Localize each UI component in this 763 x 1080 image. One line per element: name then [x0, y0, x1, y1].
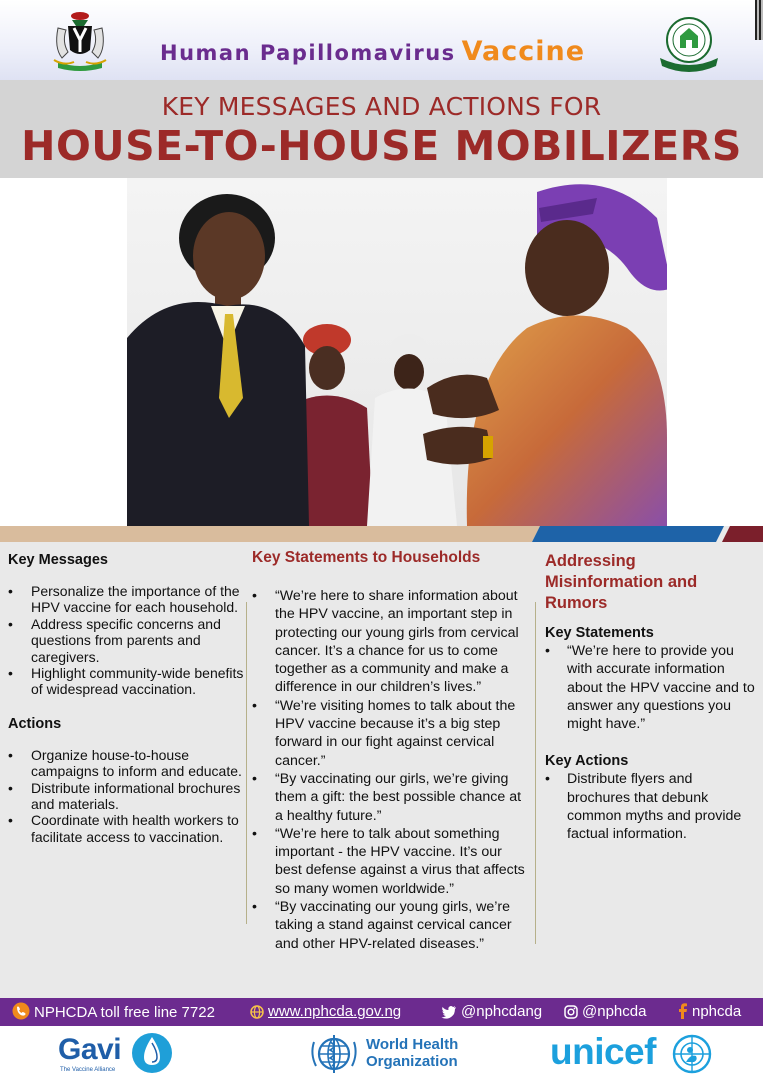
key-messages-column [8, 552, 244, 845]
header-title-primary: Human Papillomavirus [160, 41, 456, 65]
facebook-icon [678, 1003, 688, 1019]
who-line: World Health [366, 1036, 459, 1053]
gavi-wordmark: Gavi [58, 1033, 122, 1066]
actions-list [8, 747, 244, 845]
tollfree-contact [12, 1002, 215, 1023]
list-item: • Personalize the importance of the HPV vaccine for each household. [8, 583, 244, 616]
list-item: • Organize house-to-house campaigns to inform and educate. [8, 747, 244, 780]
key-statements-subheading: Key Statements [545, 625, 654, 641]
banner-title: HOUSE-TO-HOUSE MOBILIZERS [21, 122, 742, 170]
list-item: • “We’re visiting homes to talk about the HPV vaccine because it’s a big step forward in our fight against cervical cancer.” [252, 697, 532, 770]
key-statements-list [252, 587, 532, 953]
header-band [0, 0, 763, 80]
unicef-emblem-icon [670, 1032, 714, 1076]
facebook-handle[interactable]: nphcda [692, 1003, 742, 1020]
who-wordmark [366, 1036, 458, 1070]
globe-icon [250, 1005, 264, 1019]
unicef-wordmark: unicef [550, 1031, 656, 1072]
misinformation-heading-line: Addressing [545, 552, 636, 570]
header-title [160, 36, 640, 67]
nigeria-coat-of-arms-icon [44, 8, 116, 74]
gavi-tagline: The Vaccine Alliance [60, 1067, 116, 1073]
twitter-handle[interactable]: @nphcdang [461, 1003, 543, 1020]
facebook-contact[interactable] [678, 1002, 741, 1022]
who-emblem-icon [308, 1032, 360, 1076]
list-item: • “We’re here to provide you with accurate information about the HPV vaccine and to answer any questions you might have.” [545, 642, 757, 733]
key-statements-column [252, 549, 532, 953]
mobilizer-photo [127, 178, 667, 526]
phone-icon [12, 1002, 30, 1020]
list-item: • “By vaccinating our girls, we’re giving them a gift: the best possible chance at a healthy future.” [252, 770, 532, 825]
key-statements-heading: Key Statements to Households [252, 549, 481, 566]
banner-subtitle: KEY MESSAGES AND ACTIONS FOR [161, 92, 602, 121]
misinformation-column [545, 551, 757, 844]
twitter-contact[interactable] [441, 1002, 542, 1022]
who-logo [308, 1032, 459, 1080]
key-actions-subheading: Key Actions [545, 753, 629, 770]
list-item: • “By vaccinating our young girls, we’re taking a stand against cervical cancer and other HPV-related diseases.” [252, 898, 532, 953]
list-item: • Distribute informational brochures and materials. [8, 780, 244, 813]
column-divider [246, 602, 247, 924]
key-messages-heading: Key Messages [8, 552, 108, 568]
list-item: • Coordinate with health workers to facilitate access to vaccination. [8, 812, 244, 845]
header-title-vaccine: Vaccine [461, 36, 586, 67]
misinformation-heading [545, 551, 757, 614]
gavi-logo [58, 1033, 122, 1073]
list-item: • Distribute flyers and brochures that debunk common myths and provide factual information. [545, 770, 757, 843]
instagram-handle[interactable]: @nphcda [582, 1003, 647, 1020]
misinformation-statements-list [545, 642, 757, 733]
list-item: • “We’re here to share information about the HPV vaccine, an important step in protecting our young girls from cervical cancer. It’s a chance for us to come together as a community and make a difference in our children’s lives.” [252, 587, 532, 697]
decorative-stripe [0, 526, 763, 542]
twitter-icon [441, 1005, 457, 1019]
contact-bar [0, 998, 763, 1026]
instagram-icon [564, 1005, 578, 1019]
ministry-seal-icon [656, 12, 722, 74]
misinformation-heading-line: Rumors [545, 594, 608, 612]
instagram-contact[interactable] [564, 1002, 646, 1022]
unicef-logo [550, 1031, 656, 1073]
corner-bar [755, 0, 763, 40]
actions-heading: Actions [8, 715, 62, 732]
column-divider [535, 602, 536, 944]
website-contact[interactable] [250, 1002, 401, 1022]
misinformation-heading-line: Misinformation and [545, 573, 698, 591]
tollfree-text: NPHCDA toll free line 7722 [34, 1004, 215, 1021]
list-item: • Address specific concerns and questions from parents and caregivers. [8, 616, 244, 665]
list-item: • Highlight community-wide benefits of widespread vaccination. [8, 665, 244, 698]
misinformation-actions-list [545, 770, 757, 843]
list-item: • “We’re here to talk about something important - the HPV vaccine. It’s our best defense against a virus that affects so many women worldwide.” [252, 825, 532, 898]
gavi-drop-icon [130, 1031, 174, 1075]
website-link[interactable]: www.nphcda.gov.ng [268, 1003, 402, 1020]
who-line: Organization [366, 1053, 458, 1070]
key-messages-list [8, 583, 244, 698]
